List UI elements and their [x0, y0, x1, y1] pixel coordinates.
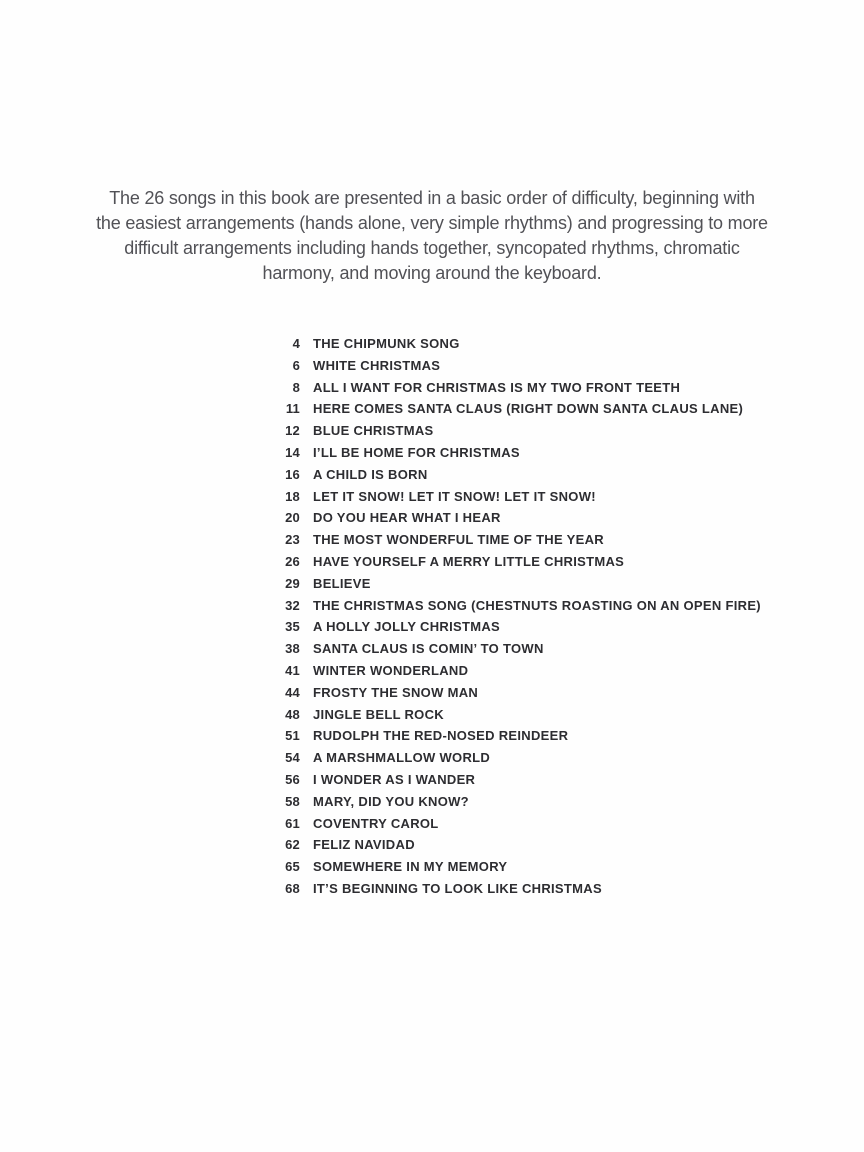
toc-song-title: THE CHIPMUNK SONG — [313, 336, 460, 351]
toc-page-number: 23 — [285, 532, 300, 548]
toc-row — [220, 660, 761, 682]
toc-page-number: 29 — [285, 575, 300, 591]
toc-page-number: 58 — [285, 793, 300, 809]
toc-song-title: WHITE CHRISTMAS — [313, 357, 441, 373]
toc-row — [220, 551, 761, 573]
toc-row — [220, 813, 761, 835]
toc-song-title: A CHILD IS BORN — [313, 466, 428, 482]
toc-page-number: 48 — [285, 706, 300, 722]
toc-row — [220, 355, 761, 377]
intro-line: harmony, and moving around the keyboard. — [262, 263, 602, 283]
toc-row — [220, 725, 761, 747]
toc-row — [220, 377, 761, 399]
toc-row — [220, 486, 761, 508]
toc-page-number: 41 — [285, 662, 300, 678]
toc-page-number: 32 — [285, 597, 300, 613]
toc-page-number: 65 — [285, 859, 300, 875]
toc-row — [220, 420, 761, 442]
toc-page-number: 62 — [285, 837, 300, 853]
toc-row — [220, 398, 761, 420]
toc-page-number: 18 — [285, 488, 300, 504]
toc-page-number: 20 — [285, 510, 300, 526]
toc-song-title: BLUE CHRISTMAS — [313, 423, 434, 439]
toc-page-number: 11 — [285, 401, 300, 417]
toc-row — [220, 442, 761, 464]
table-of-contents — [220, 333, 761, 900]
toc-song-title: FELIZ NAVIDAD — [313, 837, 415, 853]
toc-row — [220, 573, 761, 595]
toc-song-title: LET IT SNOW! LET IT SNOW! LET IT SNOW! — [313, 488, 596, 504]
toc-page-number: 51 — [285, 728, 300, 744]
toc-song-title: HERE COMES SANTA CLAUS (RIGHT DOWN SANTA CLAUS LANE) — [313, 401, 744, 417]
intro-paragraph — [0, 186, 864, 286]
toc-song-title: I WONDER AS I WANDER — [313, 771, 476, 787]
toc-song-title: A HOLLY JOLLY CHRISTMAS — [313, 619, 501, 635]
toc-page-number: 68 — [285, 880, 300, 896]
toc-row — [220, 595, 761, 617]
toc-row — [220, 704, 761, 726]
toc-page-number: 38 — [285, 641, 300, 657]
toc-page-number: 14 — [285, 444, 300, 460]
toc-page-number: 4 — [292, 336, 300, 351]
toc-song-title: FROSTY THE SNOW MAN — [313, 684, 479, 700]
toc-song-title: WINTER WONDERLAND — [313, 662, 469, 678]
intro-line: the easiest arrangements (hands alone, very simple rhythms) and progressing to more — [96, 213, 768, 233]
toc-row — [220, 464, 761, 486]
toc-song-title: IT’S BEGINNING TO LOOK LIKE CHRISTMAS — [313, 880, 602, 896]
toc-row — [220, 333, 761, 355]
toc-song-title: COVENTRY CAROL — [313, 815, 439, 831]
toc-page-number: 26 — [285, 553, 300, 569]
toc-song-title: ALL I WANT FOR CHRISTMAS IS MY TWO FRONT TEETH — [313, 379, 681, 395]
toc-song-title: BELIEVE — [313, 575, 371, 591]
toc-song-title: RUDOLPH THE RED-NOSED REINDEER — [313, 728, 569, 744]
toc-row — [220, 507, 761, 529]
toc-row — [220, 769, 761, 791]
toc-page-number: 54 — [285, 750, 300, 766]
toc-row — [220, 834, 761, 856]
toc-row — [220, 791, 761, 813]
toc-page-number: 8 — [292, 379, 300, 395]
toc-song-title: MARY, DID YOU KNOW? — [313, 793, 469, 809]
toc-row — [220, 616, 761, 638]
toc-row — [220, 638, 761, 660]
toc-row — [220, 856, 761, 878]
toc-song-title: SANTA CLAUS IS COMIN’ TO TOWN — [313, 641, 544, 657]
toc-song-title: JINGLE BELL ROCK — [313, 706, 444, 722]
toc-song-title: A MARSHMALLOW WORLD — [313, 750, 491, 766]
toc-page-number: 12 — [285, 423, 300, 439]
toc-row — [220, 529, 761, 551]
toc-page-number: 44 — [285, 684, 300, 700]
toc-song-title: THE MOST WONDERFUL TIME OF THE YEAR — [313, 532, 604, 548]
toc-page-number: 16 — [285, 466, 300, 482]
intro-line: The 26 songs in this book are presented in a basic order of difficulty, beginning with — [109, 188, 755, 208]
toc-page-number: 61 — [285, 815, 300, 831]
toc-song-title: I’LL BE HOME FOR CHRISTMAS — [313, 444, 520, 460]
toc-song-title: THE CHRISTMAS SONG (CHESTNUTS ROASTING ON AN OPEN FIRE) — [313, 597, 761, 613]
toc-page-number: 6 — [292, 357, 300, 373]
toc-song-title: SOMEWHERE IN MY MEMORY — [313, 859, 508, 875]
toc-row — [220, 878, 761, 900]
toc-row — [220, 747, 761, 769]
toc-song-title: HAVE YOURSELF A MERRY LITTLE CHRISTMAS — [313, 553, 625, 569]
toc-page-number: 56 — [285, 771, 300, 787]
toc-row — [220, 682, 761, 704]
toc-page-number: 35 — [285, 619, 300, 635]
toc-song-title: DO YOU HEAR WHAT I HEAR — [313, 510, 501, 526]
intro-line: difficult arrangements including hands together, syncopated rhythms, chromatic — [124, 238, 740, 258]
